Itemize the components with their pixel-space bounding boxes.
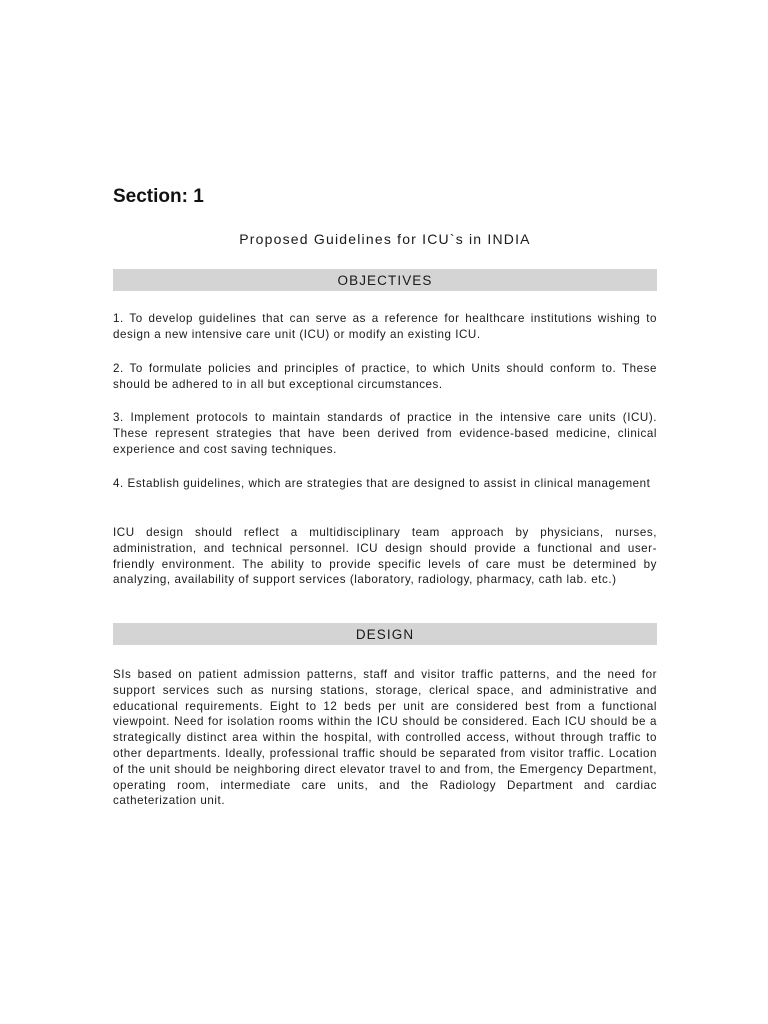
- objectives-summary: ICU design should reflect a multidisciplinary team approach by physicians, nurses, administration, and technical personnel. ICU design should provide a functional and user-friendly environment. The ability to provide specific levels of care must be determined by analyzing, availability of support services (laboratory, radiology, pharmacy, cath lab. etc.): [113, 526, 657, 587]
- objective-item-4: 4. Establish guidelines, which are strategies that are designed to assist in clinical management: [113, 477, 651, 490]
- document-page: [113, 0, 657, 1024]
- objectives-heading: OBJECTIVES: [113, 269, 657, 291]
- objective-item-3: 3. Implement protocols to maintain standards of practice in the intensive care units (ICU). These represent strategies that have been derived from evidence-based medicine, clinical experience and cost saving techniques.: [113, 411, 657, 456]
- design-heading: DESIGN: [113, 623, 657, 645]
- design-paragraph: SIs based on patient admission patterns, staff and visitor traffic patterns, and the need for support services such as nursing stations, storage, clerical space, and administrative and educational requirements. Eight to 12 beds per unit are considered best from a functional viewpoint. Need for isolation rooms within the ICU should be considered. Each ICU should be a strategically distinct area within the hospital, with controlled access, without through traffic to other departments. Ideally, professional traffic should be separated from visitor traffic. Location of the unit should be neighboring direct elevator travel to and from, the Emergency Department, operating room, intermediate care units, and the Radiology Department and cardiac catheterization unit.: [113, 668, 657, 808]
- objective-item-2: 2. To formulate policies and principles of practice, to which Units should conform to. These should be adhered to in all but exceptional circumstances.: [113, 362, 657, 391]
- section-title: Section: 1: [113, 186, 204, 207]
- objective-item-1: 1. To develop guidelines that can serve as a reference for healthcare institutions wishing to design a new intensive care unit (ICU) or modify an existing ICU.: [113, 312, 657, 341]
- document-title: Proposed Guidelines for ICU`s in INDIA: [239, 231, 531, 247]
